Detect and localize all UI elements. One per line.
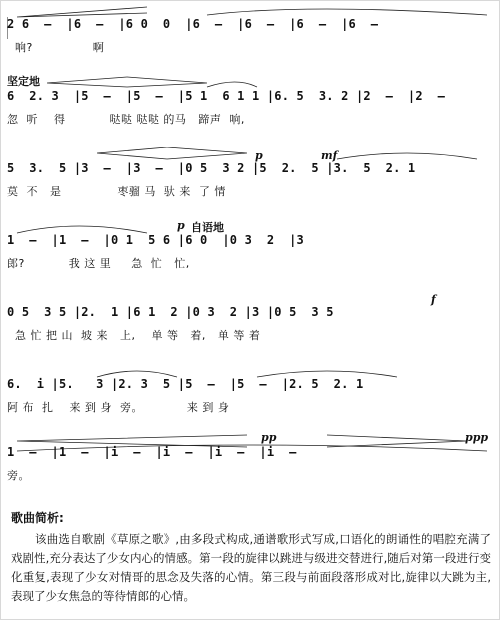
notation-line: 1 – |1 – |i – |i – |i – |i – [7,445,297,459]
score-row-3 [7,147,495,198]
lyrics-line: 忽 听 得 哒哒 哒哒 的马 蹄声 响, [7,113,245,126]
dynamic-p: p [177,219,185,232]
notation-line: 6 2. 3 |5 – |5 – |5 1 6 1 1 |6. 5 3. 2 |2 – |2 – [7,89,446,103]
lyrics-line: 郎? 我 这 里 急 忙 忙, [7,257,190,270]
lyrics-line: 莫 不 是 枣骝 马 驮 来 了 情 [7,185,226,198]
tempo-marking: 坚定地 [7,75,40,88]
dynamic-ppp: ppp [465,431,489,444]
analysis-title: 歌曲简析: [11,511,64,525]
lyrics-line: 急 忙 把 山 坡 来 上, 单 等 着, 单 等 着 [7,329,261,342]
notation-line: 1 – |1 – |0 1 5 6 |6 0 |0 3 2 |3 [7,233,304,247]
lyrics-line: 响? 啊 [7,41,105,54]
score-row-5 [7,291,495,342]
lyrics-line: 旁。 [7,469,30,482]
notation-line: 0 5 3 5 |2. 1 |6 1 2 |0 3 2 |3 |0 5 3 5 [7,305,334,319]
dynamic-pp: pp [261,431,277,444]
score-row-2 [7,75,495,126]
dynamic-mf: mf [321,149,338,162]
dynamic-p: p [255,149,263,162]
notation-line: 5 3. 5 |3 – |3 – |0 5 3 2 |5 2. 5 |3. 5 2. 1 [7,161,416,175]
score-row-4 [7,219,495,270]
score-row-6 [7,363,495,414]
song-analysis [11,509,491,606]
dynamic-f: f [431,293,436,306]
score-row-7 [7,431,495,482]
score-row-1 [7,3,495,54]
lyrics-line: 阿 布 扎 来 到 身 旁。 来 到 身 [7,401,230,414]
notation-line: 6. i |5. 3 |2. 3 5 |5 – |5 – |2. 5 2. 1 [7,377,364,391]
notation-line: 2 6 – |6 – |6 0 0 |6 – |6 – |6 – |6 – [7,17,379,31]
tempo-marking: 自语地 [191,221,224,234]
analysis-paragraph: 该曲选自歌剧《草原之歌》,由多段式构成,通谱歌形式写成,口语化的朗诵性的唱腔充满了戏剧性,充分表达了少女内心的情感。第一段的旋律以跳进与级进交替进行,随后对第一段进行变化重复,表现了少女对情哥的思念及失落的心情。第三段与前面段落形成对比,旋律以大跳为主,表现了少女焦急的等待情郎的心情。 [11,532,491,603]
